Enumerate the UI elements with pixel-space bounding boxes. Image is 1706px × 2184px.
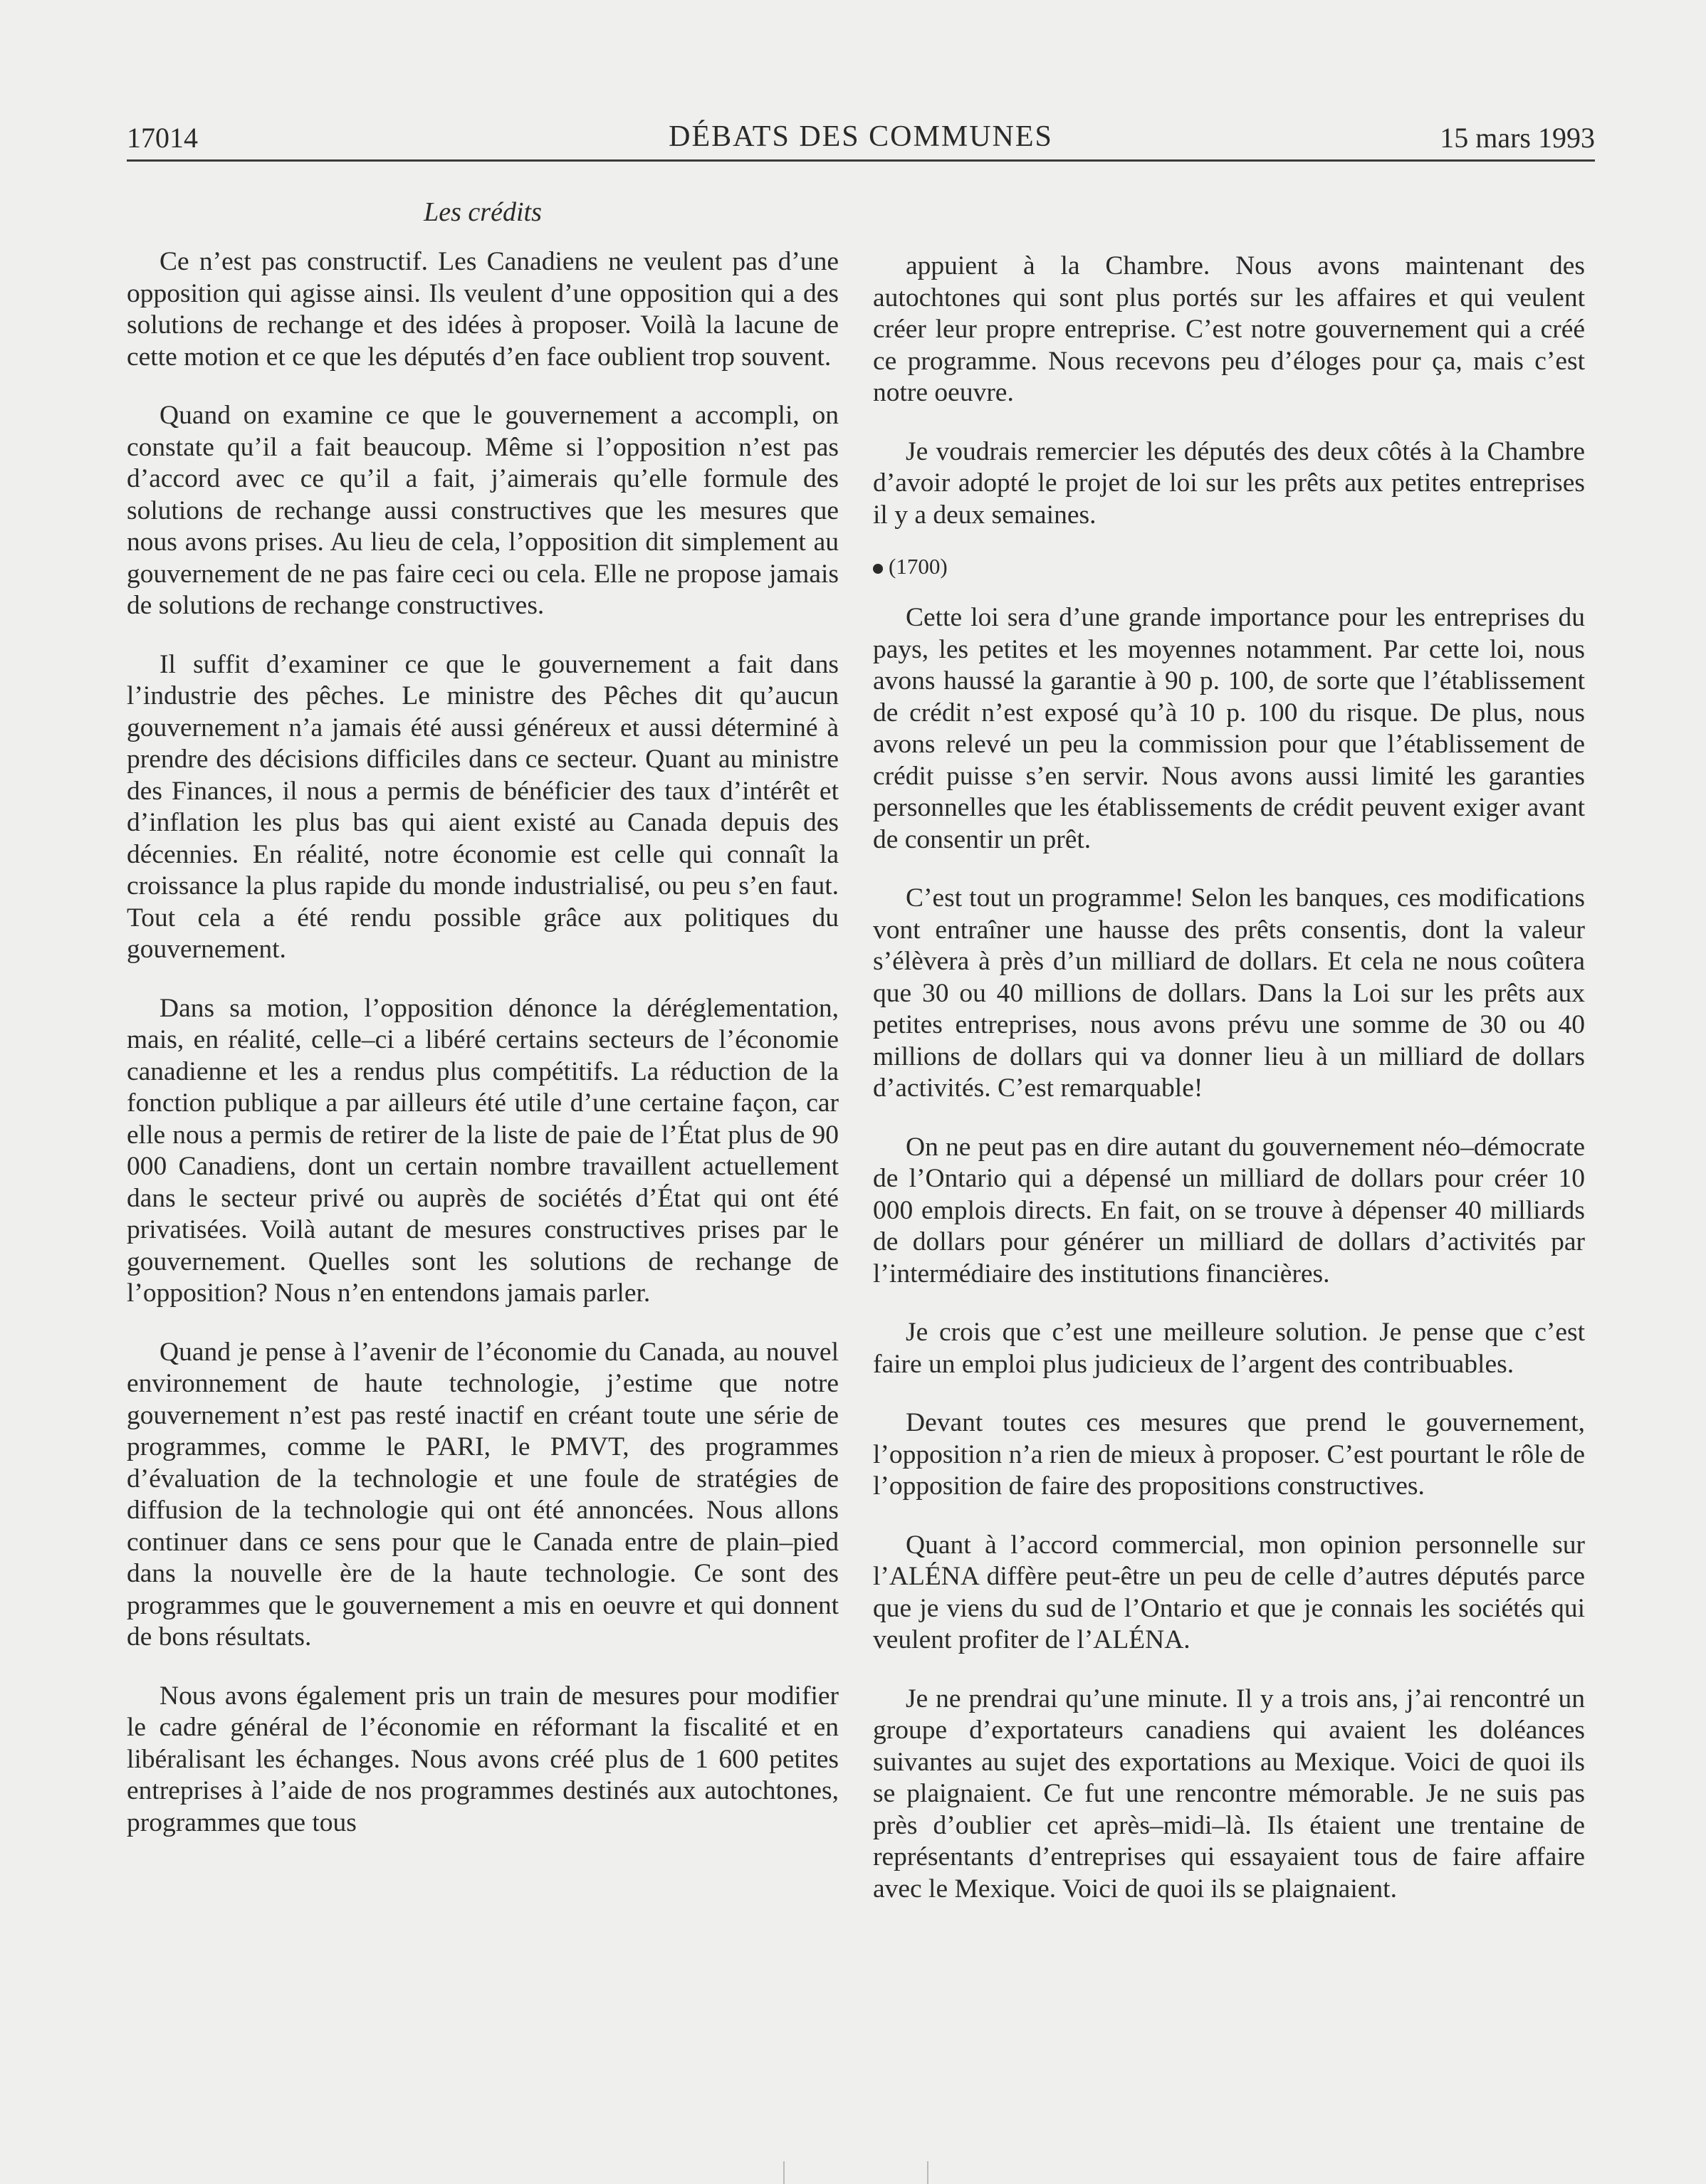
timestamp-marker bbox=[873, 551, 1585, 582]
paragraph: C’est tout un programme! Selon les banques, ces modifications vont entraîner une hausse des prêts consentis, dont la valeur s’élèvera à près d’un milliard de dollars. Et cela ne nous coûtera que 30 ou 40 millions de dollars. Dans la Loi sur les prêts aux petites entreprises, nous avons prévu une somme de 30 ou 40 millions de dollars qui va donner lieu à un milliard de dollars d’activités. C’est remarquable! bbox=[873, 883, 1585, 1103]
paragraph: On ne peut pas en dire autant du gouvernement néo–démocrate de l’Ontario qui a dépensé un milliard de dollars pour créer 10 000 emplois directs. En fait, on se trouve à dépenser 40 milliards de dollars pour générer un milliard de dollars d’activités par l’intermédiaire des institutions financières. bbox=[873, 1132, 1585, 1288]
page-number: 17014 bbox=[127, 122, 198, 154]
paragraph: Je ne prendrai qu’une minute. Il y a trois ans, j’ai rencontré un groupe d’exportateurs canadiens qui avaient les doléances suivantes au sujet des exportations au Mexique. Voici de quoi ils se plaignaient. Ce fut une rencontre mémorable. Je ne suis pas près d’oublier cet après–midi–là. Ils étaient une trentaine de représentants d’entreprises qui essayaient tous de faire affaire avec le Mexique. Voici de quoi ils se plaignaient. bbox=[873, 1684, 1585, 1904]
publication-title: DÉBATS DES COMMUNES bbox=[669, 120, 1053, 153]
page-header bbox=[127, 114, 1595, 162]
paragraph: Dans sa motion, l’opposition dénonce la déréglementation, mais, en réalité, celle–ci a libéré certains secteurs de l’économie canadienne et les a rendus plus compétitifs. La réduction de la fonction publique a par ailleurs été utile d’une certaine façon, car elle nous a permis de retirer de la liste de paie de l’État plus de 90 000 Canadiens, dont un certain nombre travaillent actuellement dans le secteur privé ou auprès de sociétés d’État qui ont été privatisées. Voilà autant de mesures constructives prises par le gouvernement. Quelles sont les solutions de rechange de l’opposition? Nous n’en entendons jamais parler. bbox=[127, 993, 839, 1308]
paragraph: Devant toutes ces mesures que prend le gouvernement, l’opposition n’a rien de mieux à proposer. C’est pourtant le rôle de l’opposition de faire des propositions constructives. bbox=[873, 1408, 1585, 1501]
paragraph: appuient à la Chambre. Nous avons maintenant des autochtones qui sont plus portés sur les affaires et qui veulent créer leur propre entreprise. C’est notre gouvernement qui a créé ce programme. Nous recevons peu d’éloges pour ça, mais c’est notre oeuvre. bbox=[873, 251, 1585, 407]
paragraph: Nous avons également pris un train de mesures pour modifier le cadre général de l’économie en réformant la fiscalité et en libéralisant les échanges. Nous avons créé plus de 1 600 petites entreprises à l’aide de nos programmes destinés aux autochtones, programmes que tous bbox=[127, 1681, 839, 1837]
paragraph: Je voudrais remercier les députés des deux côtés à la Chambre d’avoir adopté le projet de loi sur les prêts aux petites entreprises il y a deux semaines. bbox=[873, 436, 1585, 530]
binding-mark bbox=[783, 2161, 928, 2184]
left-column bbox=[127, 246, 839, 1866]
paragraph: Cette loi sera d’une grande importance pour les entreprises du pays, les petites et les moyennes notamment. Par cette loi, nous avons haussé la garantie à 90 p. 100, de sorte que l’établissement de crédit n’est exposé qu’à 10 p. 100 du risque. De plus, nous avons relevé un peu la commission pour que l’établissement de crédit puisse s’en servir. Nous avons aussi limité les garanties personnelles que les établissements de crédit peuvent exiger avant de consentir un prêt. bbox=[873, 603, 1585, 854]
publication-date: 15 mars 1993 bbox=[1440, 122, 1595, 154]
paragraph: Il suffit d’examiner ce que le gouvernement a fait dans l’industrie des pêches. Le ministre des Pêches dit qu’aucun gouvernement n’a jamais été aussi généreux et aussi déterminé à prendre des décisions difficiles dans ce secteur. Quant au ministre des Finances, il nous a permis de bénéficier des taux d’intérêt et d’inflation les plus bas qui aient existé au Canada depuis des décennies. En réalité, notre économie est celle qui connaît la croissance la plus rapide du monde industrialisé, ou peu s’en faut. Tout cela a été rendu possible grâce aux politiques du gouvernement. bbox=[127, 649, 839, 964]
timestamp: (1700) bbox=[889, 554, 948, 579]
bullet-icon bbox=[873, 564, 883, 574]
right-column bbox=[873, 251, 1585, 1932]
paragraph: Ce n’est pas constructif. Les Canadiens ne veulent pas d’une opposition qui agisse ainsi. Ils veulent d’une opposition qui a des solutions de rechange et des idées à proposer. Voilà la lacune de cette motion et ce que les députés d’en face oublient trop souvent. bbox=[127, 247, 839, 372]
paragraph: Je crois que c’est une meilleure solution. Je pense que c’est faire un emploi plus judicieux de l’argent des contribuables. bbox=[873, 1318, 1585, 1379]
paragraph: Quand je pense à l’avenir de l’économie du Canada, au nouvel environnement de haute technologie, j’estime que notre gouvernement n’est pas resté inactif en créant toute une série de programmes, comme le PARI, le PMVT, des programmes d’évaluation de la technologie et une foule de stratégies de diffusion de la technologie qui ont été annoncées. Nous allons continuer dans ce sens pour que le Canada entre de plain–pied dans la nouvelle ère de la haute technologie. Ce sont des programmes que le gouvernement a mis en oeuvre et qui donnent de bons résultats. bbox=[127, 1337, 839, 1652]
paragraph: Quant à l’accord commercial, mon opinion personnelle sur l’ALÉNA diffère peut-être un peu de celle d’autres députés parce que je viens du sud de l’Ontario et que je connais les sociétés qui veulent profiter de l’ALÉNA. bbox=[873, 1530, 1585, 1654]
paragraph: Quand on examine ce que le gouvernement a accompli, on constate qu’il a fait beaucoup. Même si l’opposition n’est pas d’accord avec ce qu’il a fait, j’aimerais qu’elle formule des solutions de rechange aussi constructives que les mesures que nous avons prises. Au lieu de cela, l’opposition dit simplement au gouvernement de ne pas faire ceci ou cela. Elle ne propose jamais de solutions de rechange constructives. bbox=[127, 401, 839, 620]
section-title: Les crédits bbox=[424, 197, 542, 227]
